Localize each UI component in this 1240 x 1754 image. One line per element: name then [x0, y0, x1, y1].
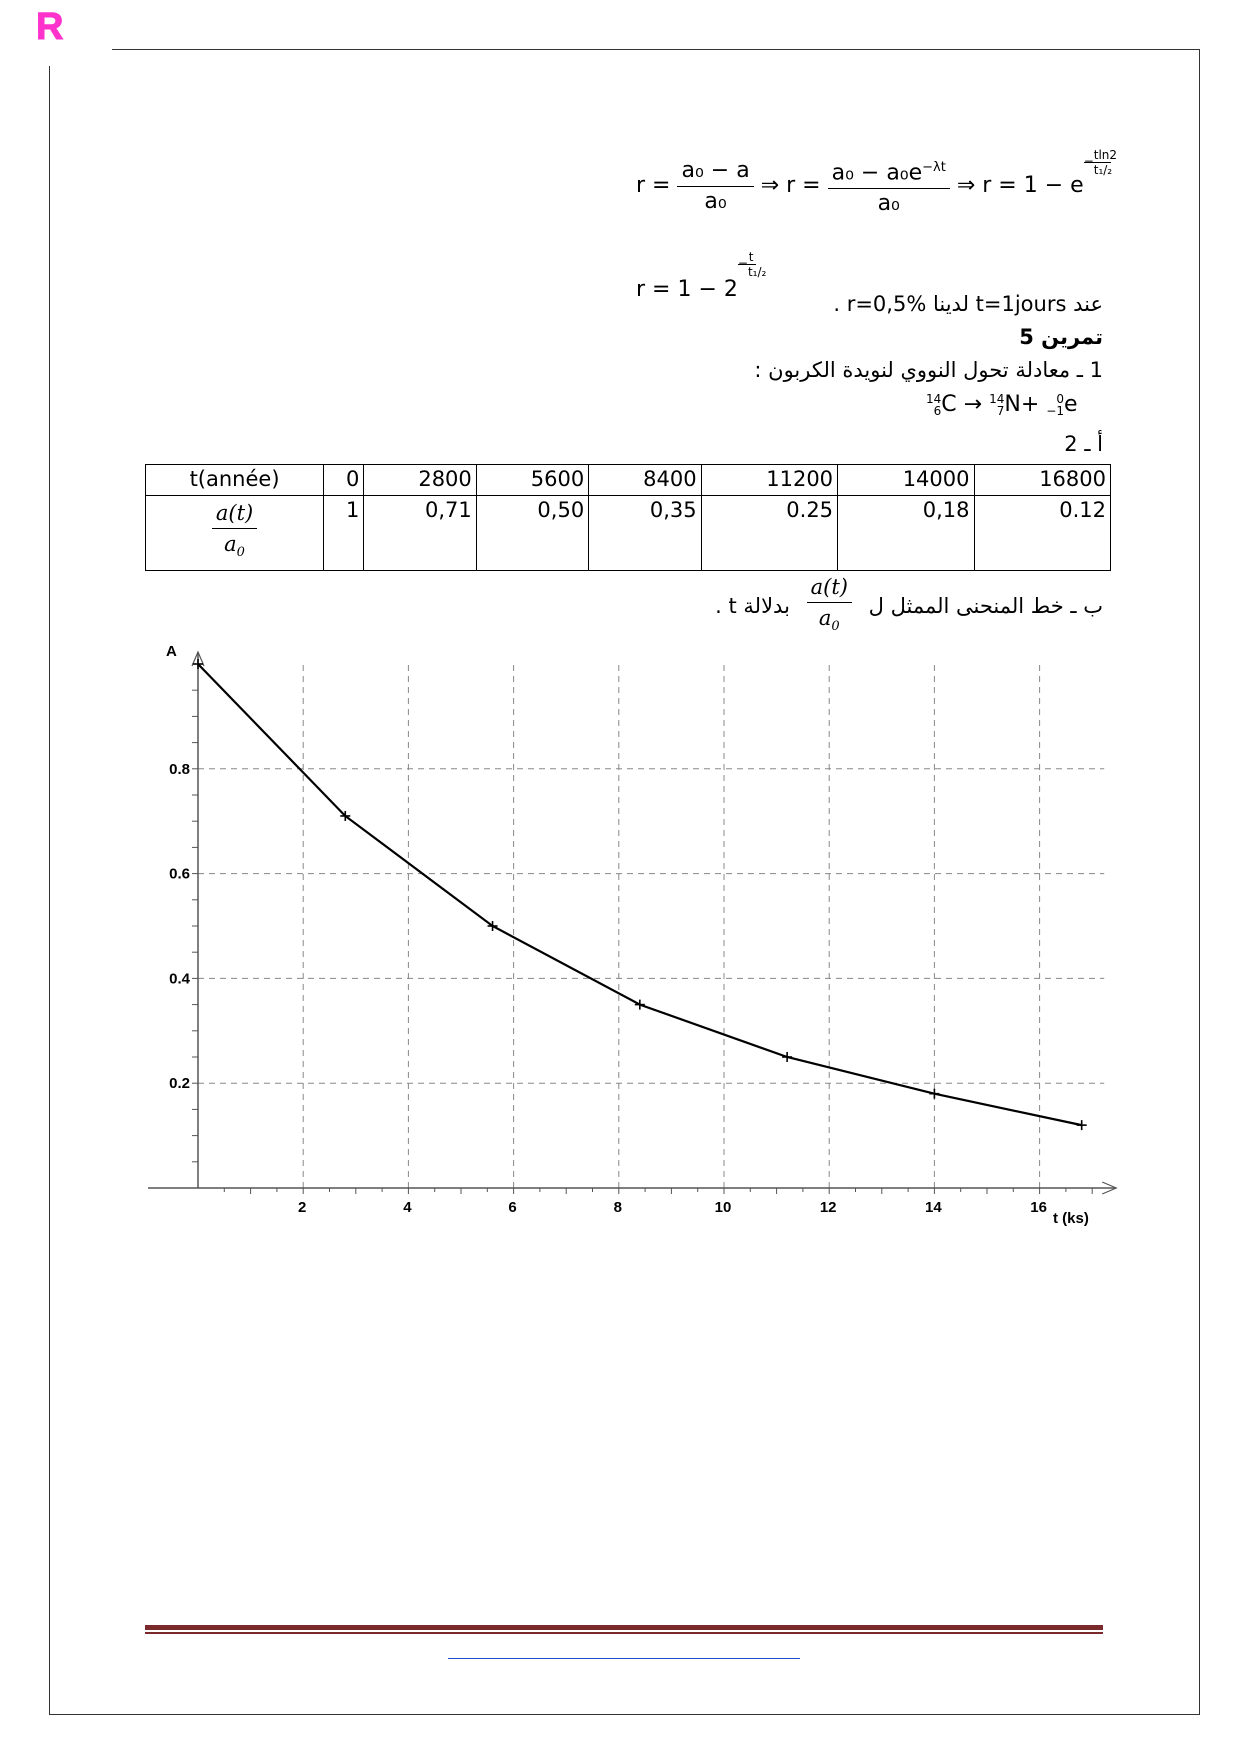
data-point	[1077, 1120, 1087, 1130]
formula-fraction-2	[828, 153, 950, 219]
table-cell-t: 0	[324, 465, 364, 496]
x-tick-label: 12	[819, 1199, 837, 1216]
carbon-nuclide-indices	[926, 393, 941, 417]
fraction-2-numerator	[828, 153, 950, 189]
chart-ticks	[169, 664, 1092, 1216]
footer-bar-thin	[145, 1632, 1103, 1634]
nitrogen-nuclide-indices	[989, 393, 1004, 417]
nitrogen-atomic-number: 7	[996, 404, 1005, 418]
exponent-sign-2: −	[737, 256, 748, 270]
x-tick-label: 6	[508, 1199, 517, 1216]
x-tick-label: 14	[925, 1199, 942, 1216]
y-tick-label: 0.2	[169, 1075, 190, 1093]
nuclear-reaction	[926, 392, 1078, 417]
formula-r-label: r =	[636, 173, 671, 198]
question-2b-suffix: بدلالة t .	[715, 594, 790, 619]
x-tick-label: 2	[298, 1199, 307, 1216]
series-line	[198, 664, 1082, 1125]
formula-2-lhs: r = 1 − 2	[636, 277, 738, 302]
site-logo: R	[36, 6, 64, 48]
data-table	[145, 464, 1111, 571]
question-2b-denominator	[807, 603, 852, 642]
x-tick-label: 4	[403, 1199, 412, 1216]
table-cell-t: 2800	[364, 465, 476, 496]
table-header-ratio	[146, 496, 324, 571]
table-cell-t: 5600	[476, 465, 588, 496]
x-tick-label: 10	[714, 1199, 732, 1216]
footer-bar	[145, 1625, 1103, 1630]
y-tick-label: 0.8	[169, 760, 190, 778]
nitrogen-symbol: N	[1004, 392, 1021, 417]
table-cell-ratio: 0,71	[364, 496, 476, 571]
table-row-time	[146, 465, 1111, 496]
electron-symbol: e	[1063, 392, 1078, 417]
text-line-1: عند t=1jours لدينا r=0,5% .	[833, 292, 1103, 316]
table-cell-t: 8400	[589, 465, 701, 496]
data-point	[488, 921, 498, 931]
chart-series	[193, 659, 1087, 1130]
y-axis-label: A	[166, 643, 177, 660]
chart-grid	[198, 664, 1104, 1188]
frame-bottom-border	[49, 1714, 1200, 1715]
y-tick-label: 0.6	[169, 865, 190, 883]
nitrogen-mass-number: 14	[989, 392, 1005, 406]
reaction-plus: +	[1020, 392, 1040, 417]
electron-mass-number: 0	[1056, 392, 1064, 406]
question-2a: أ ـ 2	[1064, 432, 1103, 456]
table-row-ratio	[146, 496, 1111, 571]
x-axis-arrow	[1102, 1182, 1116, 1194]
y-tick-label: 0.4	[169, 970, 190, 988]
data-point	[340, 811, 350, 821]
carbon-symbol: C	[941, 392, 957, 417]
question-2b	[715, 572, 1103, 642]
frame-top-border	[112, 49, 1200, 50]
chart-axes	[148, 652, 1116, 1194]
ratio-denominator-letter: a	[224, 532, 237, 556]
carbon-atomic-number: 6	[933, 404, 942, 418]
table-cell-ratio: 0.12	[974, 496, 1111, 571]
exponent-2-denominator: t₁/₂	[747, 265, 767, 279]
exponent-1-numerator: tln2	[1084, 148, 1111, 163]
fraction-2-numerator-text: a₀ − a₀e	[831, 160, 923, 186]
question-2b-prefix: ب ـ خط المنحنى الممثل ل	[868, 594, 1103, 619]
exponent-1-denominator: t₁/₂	[1093, 163, 1113, 177]
question-2b-fraction	[807, 572, 852, 642]
table-cell-ratio: 0,50	[476, 496, 588, 571]
formula-r-power	[636, 250, 767, 302]
question-1: 1 ـ معادلة تحول النووي لنويدة الكربون :	[754, 358, 1103, 382]
fraction-1-denominator: a₀	[704, 188, 727, 214]
carbon-mass-number: 14	[926, 392, 942, 406]
data-point	[929, 1089, 939, 1099]
frame-right-border	[1199, 49, 1200, 1715]
x-tick-label: 8	[613, 1199, 622, 1216]
fraction-1-numerator: a₀ − a	[677, 156, 753, 187]
implies-2: ⇒ r = 1 − e	[956, 173, 1084, 198]
ratio-numerator: a(t)	[212, 498, 257, 529]
implies-1: ⇒ r =	[760, 173, 821, 198]
x-axis-label: t (ks)	[1053, 1210, 1089, 1227]
formula-fraction-1	[677, 156, 753, 217]
exercise-title: تمرين 5	[1019, 325, 1103, 349]
table-cell-ratio: 0,18	[838, 496, 974, 571]
question-2b-denominator-letter: a	[818, 606, 832, 630]
question-2b-denominator-sub: 0	[831, 619, 840, 635]
question-2b-numerator: a(t)	[807, 572, 852, 603]
formula-exponent-2	[737, 250, 767, 279]
electron-indices	[1046, 393, 1064, 417]
table-cell-t: 16800	[974, 465, 1111, 496]
data-point	[193, 659, 203, 669]
table-cell-ratio: 1	[324, 496, 364, 571]
fraction-2-denominator: a₀	[877, 191, 900, 217]
x-tick-label: 16	[1030, 1199, 1047, 1216]
fraction-2-exponent: −λt	[922, 159, 946, 175]
formula-exponent-1	[1083, 148, 1118, 177]
data-point	[782, 1052, 792, 1062]
ratio-denominator	[212, 529, 257, 568]
ratio-denominator-sub: 0	[236, 545, 245, 561]
electron-charge-number: −1	[1046, 404, 1064, 418]
table-header-time: t(année)	[146, 465, 324, 496]
reaction-arrow: →	[963, 392, 983, 417]
formula-ratio	[636, 148, 1118, 219]
exponent-sign-1: −	[1083, 154, 1094, 168]
y-axis-arrow	[192, 652, 204, 666]
exponent-2-numerator: t	[738, 250, 756, 265]
table-cell-ratio: 0,35	[589, 496, 701, 571]
frame-left-border	[49, 66, 50, 1715]
ratio-fraction	[212, 498, 257, 568]
table-cell-t: 11200	[701, 465, 837, 496]
table-cell-ratio: 0.25	[701, 496, 837, 571]
data-point	[635, 1000, 645, 1010]
table-cell-t: 14000	[838, 465, 974, 496]
footer-link-underline[interactable]	[448, 1658, 800, 1659]
